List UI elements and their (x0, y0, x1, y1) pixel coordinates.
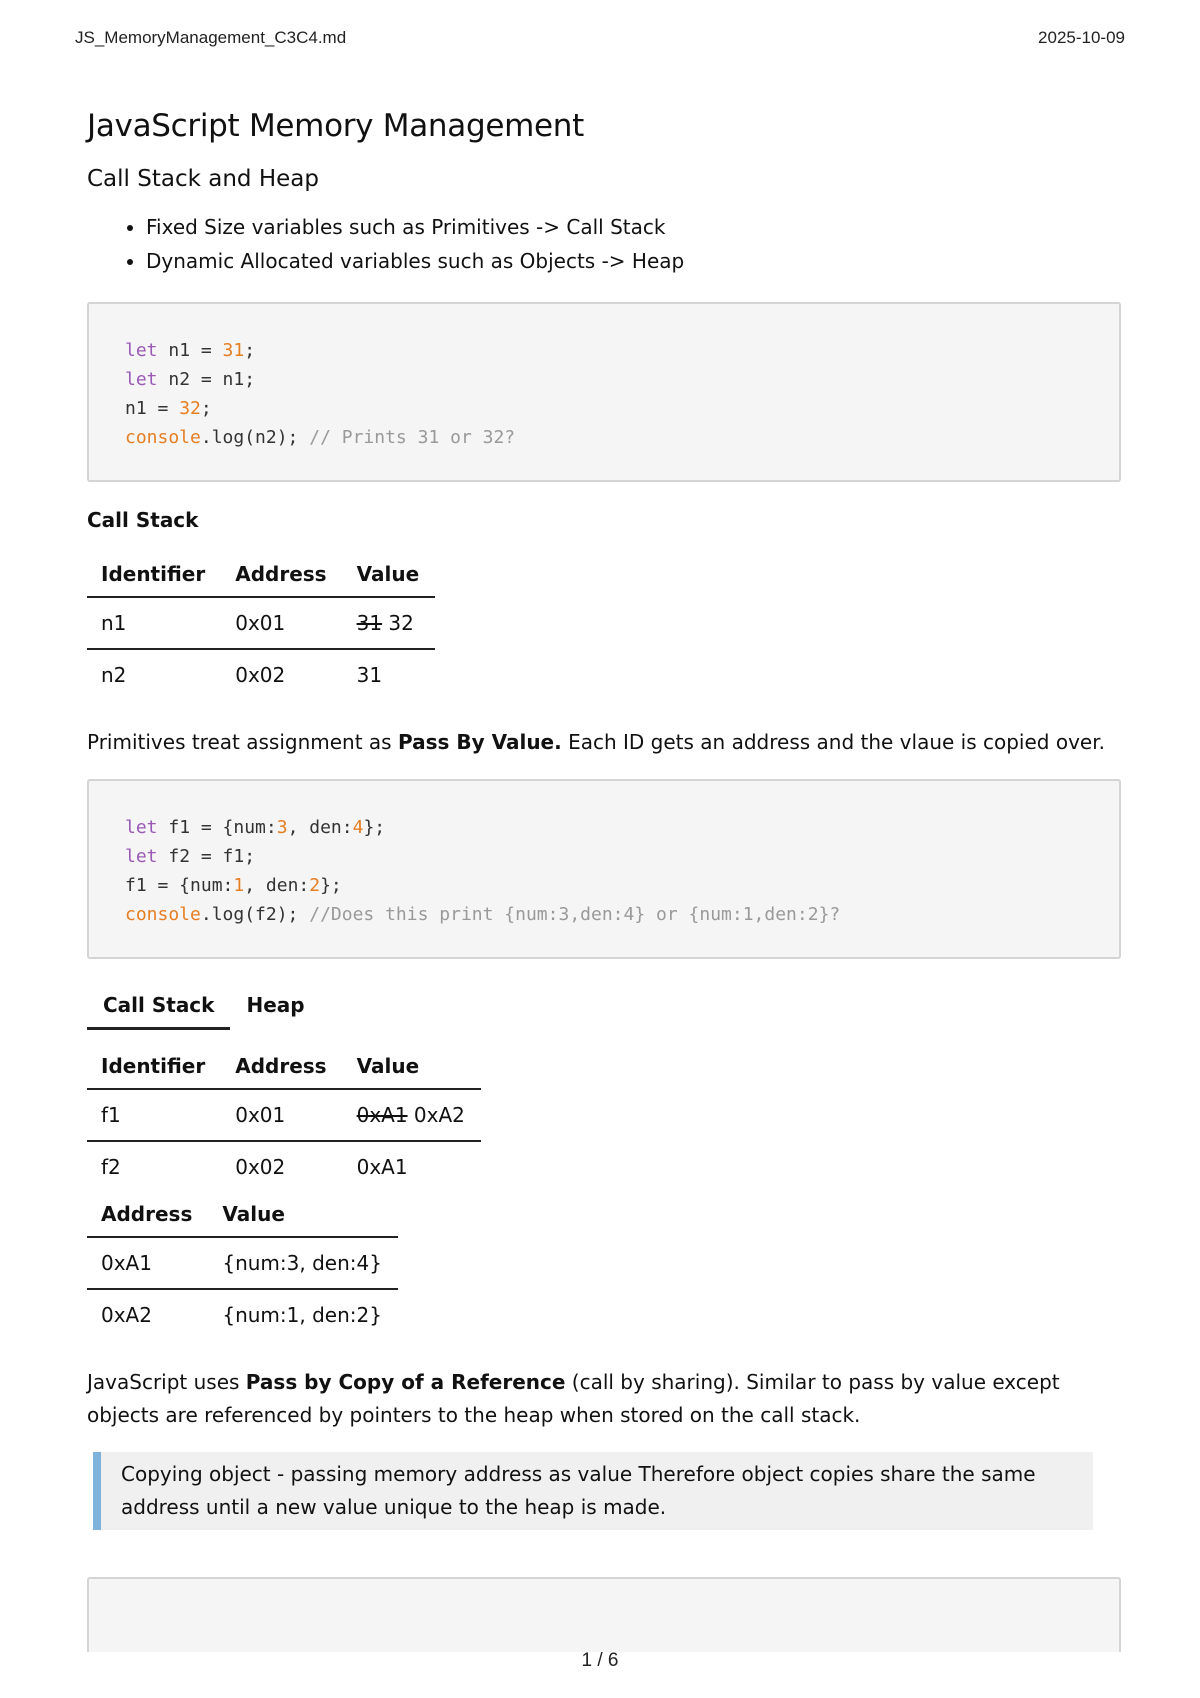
table-row: 0xA1 {num:3, den:4} (87, 1237, 398, 1289)
call-stack-label: Call Stack (87, 508, 199, 532)
tab-heap[interactable]: Heap (246, 993, 305, 1017)
code-line: let n1 = 31; (125, 340, 256, 361)
code-line: n1 = 32; (125, 398, 212, 419)
file-name: JS_MemoryManagement_C3C4.md (75, 28, 347, 47)
page-title: JavaScript Memory Management (87, 108, 584, 144)
table-row: n1 0x01 31 32 (87, 597, 435, 649)
blockquote-note: Copying object - passing memory address as value Therefore object copies share the same address until a new value unique to the heap is made. (93, 1452, 1093, 1530)
column-header: Value (208, 1192, 398, 1237)
table-row: f2 0x02 0xA1 (101, 1155, 408, 1179)
old-value: 31 (356, 611, 383, 635)
page-number: 1 / 6 (581, 1650, 619, 1671)
code-block-primitives (87, 302, 1121, 482)
table-row: n2 0x02 31 (101, 663, 383, 687)
paragraph-pass-by-reference: JavaScript uses Pass by Copy of a Reference (call by sharing). Similar to pass by value except objects are referenced by pointers to the heap when stored on the call stack. (87, 1370, 1060, 1427)
memory-tabs (87, 985, 1117, 1030)
new-value: 0xA2 (413, 1103, 465, 1127)
new-value: 32 (388, 611, 414, 635)
list-item: • Dynamic Allocated variables such as Objects -> Heap (146, 244, 1117, 278)
call-stack-table-objects (87, 1044, 481, 1192)
export-date: 2025-10-09 (1038, 28, 1125, 47)
column-header: Identifier (87, 552, 221, 597)
table-row: f1 0x01 0xA1 0xA2 (87, 1089, 481, 1141)
old-value: 0xA1 (356, 1103, 408, 1127)
code-line: let f1 = {num:3, den:4}; (125, 817, 386, 838)
column-header: Identifier (87, 1044, 221, 1089)
code-line: console.log(f2); //Does this print {num:3,den:4} or {num:1,den:2}? (125, 904, 841, 925)
tab-call-stack[interactable]: Call Stack (87, 985, 230, 1030)
column-header: Address (221, 1044, 342, 1089)
column-header: Value (343, 1044, 481, 1089)
code-line: let n2 = n1; (125, 369, 256, 390)
code-block-continued (87, 1577, 1121, 1652)
document-content (87, 108, 1117, 1550)
list-item: • Fixed Size variables such as Primitives -> Call Stack (146, 210, 1117, 244)
call-stack-table-primitives (87, 552, 435, 700)
column-header: Address (87, 1192, 208, 1237)
paragraph-pass-by-value: Primitives treat assignment as Pass By Value. Each ID gets an address and the vlaue is copied over. (87, 730, 1105, 754)
table-row: 0xA2 {num:1, den:2} (101, 1303, 382, 1327)
heap-table (87, 1192, 398, 1340)
code-line: console.log(n2); // Prints 31 or 32? (125, 427, 516, 448)
code-line: let f2 = f1; (125, 846, 256, 867)
code-line: f1 = {num:1, den:2}; (125, 875, 342, 896)
column-header: Value (343, 552, 436, 597)
page-header (75, 28, 1125, 48)
section-heading: Call Stack and Heap (87, 166, 319, 192)
code-block-objects (87, 779, 1121, 959)
column-header: Address (221, 552, 342, 597)
bullet-list (87, 210, 1117, 278)
